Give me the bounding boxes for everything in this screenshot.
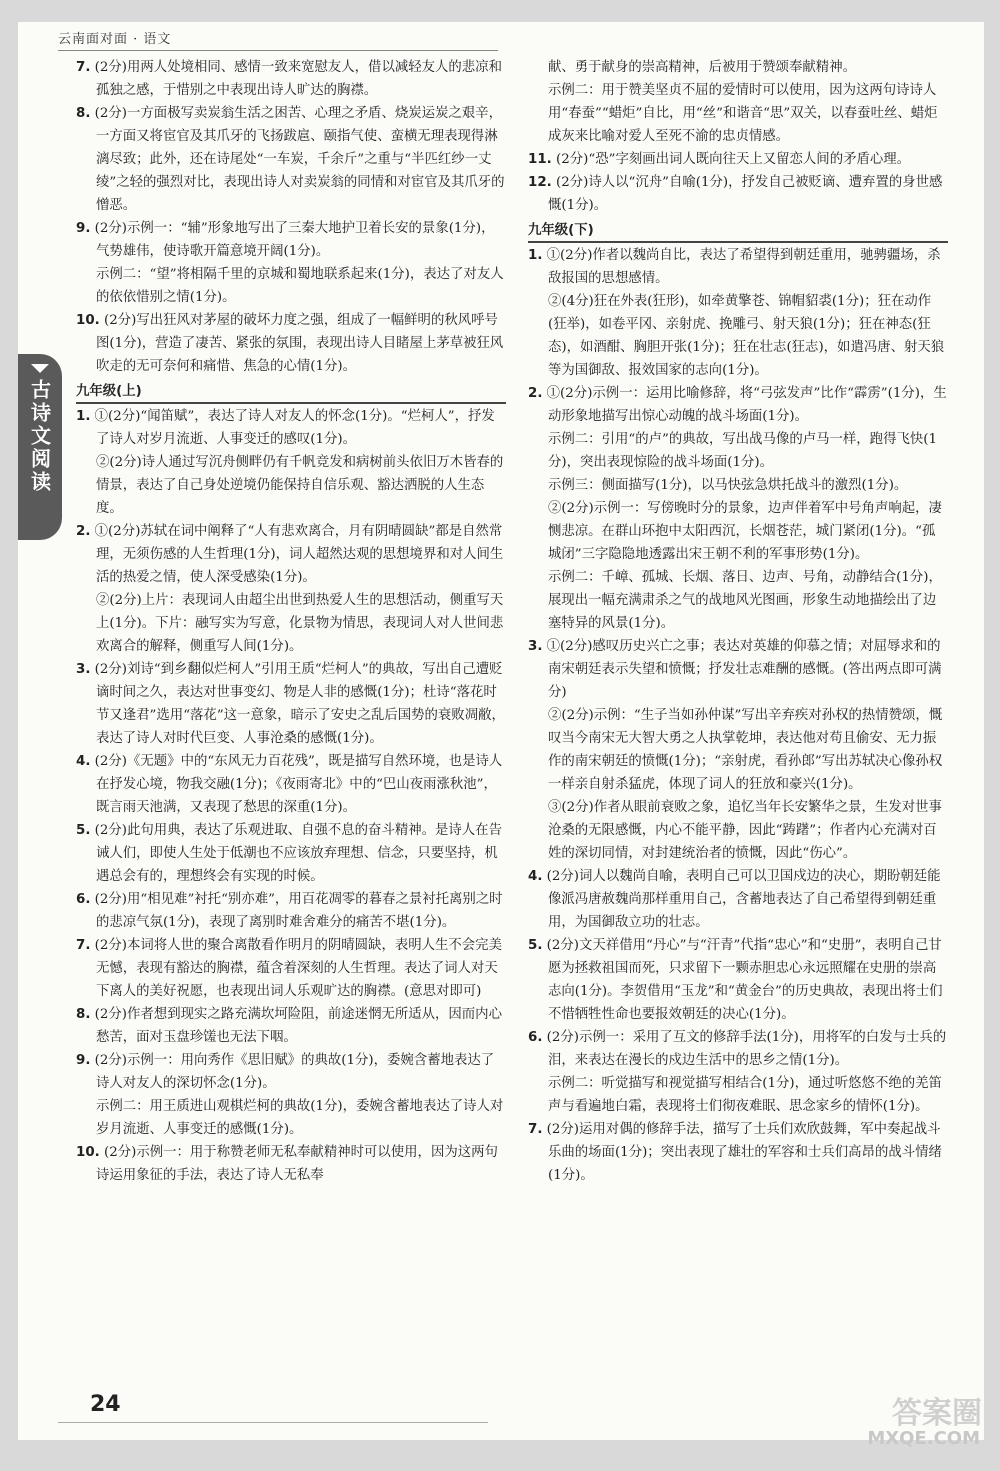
answer-number: 3. [528,639,543,654]
answer-item [76,1003,506,1049]
answer-number: 7. [76,60,91,75]
section-tab [18,354,62,540]
answer-text: (2分)示例一：采用了互文的修辞手法(1分)，用将军的白发与士兵的泪，来表达在漫长的戍边生活中的思乡之情(1分)。 [546,1030,947,1068]
grade-heading-label: 九年级(下) [528,223,594,238]
grade-heading [76,380,506,403]
answer-text: (2分)此句用典，表达了乐观进取、自强不息的奋斗精神。是诗人在告诫人们，即使人生处于低潮也不应该放弃理想、信念，只要坚持，机遇总会有的，理想终会有实现的时候。 [94,823,502,884]
answer-text: (2分)词人以魏尚自喻，表明自己可以卫国戍边的决心，期盼朝廷能像派冯唐赦魏尚那样重用自己，含蓄地表达了自己希望得到朝廷重用，为国御敌立功的壮志。 [546,869,941,930]
answer-subitem: ②(2分)示例：“生子当如孙仲谋”写出辛弃疾对孙权的热情赞颂，慨叹当今南宋无大智大勇之人执掌乾坤，表达他对苟且偷安、无力振作的南宋朝廷的愤慨(1分)；“亲射虎，看孙郎”写出苏轼决心像孙权一样亲自射杀猛虎，体现了词人的狂放和豪兴(1分)。 [548,708,943,792]
watermark-url: MXQE.COM [867,1428,980,1449]
answer-item [76,217,506,263]
answer-item [528,635,948,704]
answer-subitem: ③(2分)作者从眼前衰败之象，追忆当年长安繁华之景，生发对世事沧桑的无限感慨，内心不能平静，因此“踌躇”；作者内心充满对百姓的深切同情，对封建统治者的愤慨，因此“伤心”。 [548,800,942,861]
answer-number: 1. [76,409,91,424]
answer-number: 8. [76,1007,91,1022]
answer-subitem: 示例二：用于赞美坚贞不屈的爱情时可以使用，因为这两句诗诗人用“春蚕”“蜡炬”自比，用“丝”和谐音“思”双关，以春蚕吐丝、蜡炬成灰来比喻对爱人至死不渝的忠贞情感。 [548,83,938,144]
answer-number: 5. [528,938,543,953]
answer-item [76,934,506,1003]
answer-text: (2分)文天祥借用“丹心”与“汗青”代指“忠心”和“史册”，表明自己甘愿为拯救祖国而死，只求留下一颗赤胆忠心永远照耀在史册的崇高志向(1分)。李贺借用“玉龙”和“黄金台”的历史典故，表现出将士们不惜牺牲性命也要报效朝廷的决心(1分)。 [546,938,943,1022]
answer-item [76,309,506,378]
grade-heading [528,219,948,242]
answer-number: 2. [76,524,91,539]
answer-item [76,750,506,819]
answer-number: 7. [76,938,91,953]
answer-item [528,148,948,171]
page-header: 云南面对面 · 语文 [58,32,172,47]
answer-item [76,102,506,217]
answer-text: (2分)刘诗“到乡翻似烂柯人”引用王质“烂柯人”的典故，写出自己遭贬谪时间之久，表达对世事变幻、物是人非的感慨(1分)；杜诗“落花时节又逢君”选用“落花”这一意象，暗示了安史之乱后国势的衰败凋敝，表达了诗人对时代巨变、人事沧桑的感慨(1分)。 [94,662,505,746]
answer-number: 2. [528,386,543,401]
answer-item [76,888,506,934]
answer-item [76,520,506,589]
answer-subitem: ②(2分)诗人通过写沉舟侧畔仍有千帆竞发和病树前头依旧万木皆春的情景，表达了自己身处逆境仍能保持自信乐观、豁达洒脱的人生态度。 [96,455,504,516]
answer-subitem: ②(2分)上片：表现词人由超尘出世到热爱人生的思想活动，侧重写天上(1分)。下片：融写实为写意，化景物为情思，表现词人对人世间悲欢离合的解释，侧重写人间(1分)。 [96,593,504,654]
answer-number: 10. [76,1145,100,1160]
answer-item [528,171,948,217]
answer-item [528,1026,948,1072]
answer-number: 4. [528,869,543,884]
grade-divider [76,402,506,404]
answer-text: ①(2分)感叹历史兴亡之事；表达对英雄的仰慕之情；对屈辱求和的南宋朝廷表示失望和愤慨；抒发壮志难酬的感慨。(答出两点即可满分) [546,639,942,700]
answer-number: 11. [528,152,552,167]
answer-item [76,1049,506,1095]
footer-divider [58,1422,488,1423]
answer-number: 6. [528,1030,543,1045]
answer-text: (2分)示例一：用于称赞老师无私奉献精神时可以使用，因为这两句诗运用象征的手法，表达了诗人无私奉 [96,1145,498,1183]
answer-item [528,382,948,428]
answer-item [76,658,506,750]
answer-text: (2分)用“相见难”衬托“别亦难”，用百花凋零的暮春之景衬托离别之时的悲凉气氛(1分)，表现了离别时难舍难分的痛苦不堪(1分)。 [94,892,503,930]
header-divider [58,50,498,51]
left-column [76,56,506,1187]
section-tab-label: 古诗文阅读 [27,379,52,494]
answer-number: 12. [528,175,552,190]
answer-text: ①(2分)苏轼在词中阐释了“人有悲欢离合，月有阴晴圆缺”都是自然常理，无须伤感的人生哲理(1分)，词人超然达观的思想境界和对人间生活的热爱之情，使人深受感染(1分)。 [94,524,504,585]
answer-number: 9. [76,1053,91,1068]
answer-subitem: 示例二：千嶂、孤城、长烟、落日、边声、号角，动静结合(1分)，展现出一幅充满肃杀之气的战地风光图画，形象生动地描绘出了边塞特异的风景(1分)。 [548,570,942,631]
answer-number: 4. [76,754,91,769]
answer-text: (2分)诗人以“沉舟”自喻(1分)，抒发自己被贬谪、遭弃置的身世感慨(1分)。 [548,175,943,213]
answer-subitem: 示例三：侧面描写(1分)，以马快弦急烘托战斗的激烈(1分)。 [548,478,908,493]
answer-text: (2分)示例一：用向秀作《思旧赋》的典故(1分)，委婉含蓄地表达了诗人对友人的深切怀念(1分)。 [94,1053,495,1091]
watermark-logo: 答案圈 [892,1396,982,1431]
answer-item [76,405,506,451]
answer-subitem: ②(2分)示例一：写傍晚时分的景象，边声伴着军中号角声响起，凄恻悲凉。在群山环抱中太阳西沉，长烟苍茫，城门紧闭(1分)。“孤城闭”三字隐隐地透露出宋王朝不利的军事形势(1分)。 [548,501,942,562]
answer-item [528,934,948,1026]
grade-heading-label: 九年级(上) [76,384,142,399]
answer-text: (2分)一方面极写卖炭翁生活之困苦、心理之矛盾、烧炭运炭之艰辛，一方面又将宦官及其爪牙的飞扬跋扈、颐指气使、蛮横无理表现得淋漓尽致；此外，还在诗尾处“一车炭，千余斤”之重与“半匹红纱一丈绫”之轻的强烈对比，表现出诗人对卖炭翁的同情和对宦官及其爪牙的憎恶。 [94,106,505,213]
answer-text: (2分)写出狂风对茅屋的破坏力度之强，组成了一幅鲜明的秋风呼号图(1分)，营造了凄苦、紧张的氛围，表现出诗人目睹屋上茅草被狂风吹走的无可奈何和痛惜、焦急的心情(1分)。 [96,313,504,374]
answer-number: 3. [76,662,91,677]
answer-text: (2分)作者想到现实之路充满坎坷险阻，前途迷惘无所适从，因而内心愁苦，面对玉盘珍馐也无法下咽。 [94,1007,502,1045]
page [18,22,984,1440]
answer-item [528,244,948,290]
answer-text: (2分)“恐”字刻画出词人既向往天上又留恋人间的矛盾心理。 [556,152,911,167]
answer-subitem: 示例二：听觉描写和视觉描写相结合(1分)，通过听悠悠不绝的羌笛声与看遍地白霜，表现将士们彻夜难眠、思念家乡的情怀(1分)。 [548,1076,942,1114]
answer-item [528,865,948,934]
answer-item [528,1118,948,1187]
answer-number: 5. [76,823,91,838]
page-number: 24 [90,1392,121,1417]
answer-text: 献、勇于献身的崇高精神，后被用于赞颂奉献精神。 [548,60,856,75]
answer-number: 6. [76,892,91,907]
answer-text: (2分)示例一：“辅”形象地写出了三秦大地护卫着长安的景象(1分)，气势雄伟，使诗歌开篇意境开阔(1分)。 [94,221,495,259]
answer-subitem: 示例二：引用“的卢”的典故，写出战马像的卢马一样，跑得飞快(1分)，突出表现惊险的战斗场面(1分)。 [548,432,937,470]
answer-item [76,56,506,102]
answer-text: ①(2分)示例一：运用比喻修辞，将“弓弦发声”比作“霹雳”(1分)，生动形象地描写出惊心动魄的战斗场面(1分)。 [546,386,947,424]
answer-text: (2分)运用对偶的修辞手法，描写了士兵们欢欣鼓舞，军中奏起战斗乐曲的场面(1分)；突出表现了雄壮的军容和士兵们高昂的战斗情绪(1分)。 [546,1122,942,1183]
answer-text: ①(2分)“闻笛赋”，表达了诗人对友人的怀念(1分)。“烂柯人”，抒发了诗人对岁月流逝、人事变迁的感叹(1分)。 [94,409,495,447]
answer-number: 10. [76,313,100,328]
chevron-down-icon [31,364,49,373]
answer-item [528,56,948,79]
answer-subitem: 示例二：用王质进山观棋烂柯的典故(1分)，委婉含蓄地表达了诗人对岁月流逝、人事变迁的感慨(1分)。 [96,1099,504,1137]
answer-number: 8. [76,106,91,121]
answer-subitem: ②(4分)狂在外表(狂形)，如牵黄擎苍、锦帽貂裘(1分)；狂在动作(狂举)，如卷平冈、亲射虎、挽雕弓、射天狼(1分)；狂在神态(狂态)，如酒酣、胸胆开张(1分)；狂在壮志(狂志)，如遣冯唐、射天狼等为国御敌、报效国家的志向(1分)。 [548,294,945,378]
answer-number: 9. [76,221,91,236]
answer-number: 7. [528,1122,543,1137]
answer-text: ①(2分)作者以魏尚自比，表达了希望得到朝廷重用，驰骋疆场，杀敌报国的思想感情。 [546,248,941,286]
answer-text: (2分)《无题》中的“东风无力百花残”，既是描写自然环境，也是诗人在抒发心境，物我交融(1分)；《夜雨寄北》中的“巴山夜雨涨秋池”，既言雨天池满，又表现了愁思的深重(1分)。 [94,754,503,815]
answer-subitem: 示例二：“望”将相隔千里的京城和蜀地联系起来(1分)，表达了对友人的依依惜别之情(1分)。 [96,267,504,305]
answer-item [76,819,506,888]
answer-number: 1. [528,248,543,263]
grade-divider [528,241,948,243]
right-column [528,56,948,1187]
answer-text: (2分)用两人处境相同、感情一致来宽慰友人，借以减轻友人的悲凉和孤独之感，于惜别之中表现出诗人旷达的胸襟。 [94,60,502,98]
answer-text: (2分)本词将人世的聚合离散看作明月的阴晴圆缺，表明人生不会完美无憾，表现有豁达的胸襟，蕴含着深刻的人生哲理。表达了词人对天下离人的美好祝愿，也表现出词人乐观旷达的胸襟。(意思对即可) [94,938,502,999]
answer-item [76,1141,506,1187]
